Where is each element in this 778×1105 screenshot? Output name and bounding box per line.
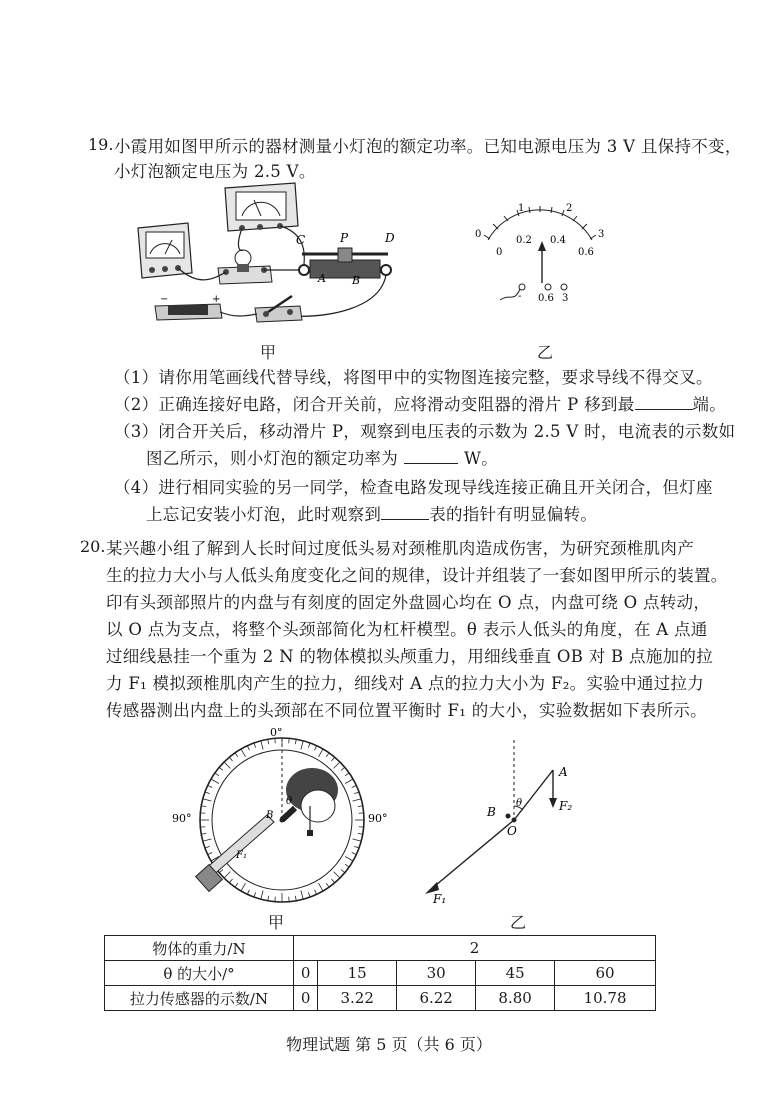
dial-tick [315,890,317,895]
q19-part3-line2 [146,445,498,469]
ammeter-scale-top-1: 1 [518,203,525,214]
dial-tick [205,846,210,848]
dial-tick [334,872,340,878]
q20-figure-jia-caption: 甲 [268,913,285,932]
dial-tick [345,779,353,784]
q19-figure-jia-caption: 甲 [260,343,277,362]
dial-tick [319,883,324,891]
dial-tick [203,799,212,801]
dial-tick [352,853,357,855]
q19-part2-text-b: 端。 [692,395,727,414]
rheostat-label-p: P [340,231,349,245]
dial-tick [301,741,303,750]
table-cell-label: θ 的大小/° [105,961,294,986]
q19-part4-line1: （4）进行相同实验的另一同学，检查电路发现导线连接正确且开关闭合，但灯座 [114,478,713,497]
q20-line-6: 力 F₁ 模拟颈椎肌肉产生的拉力，细线对 A 点的拉力大小为 F₂。实验中通过拉力 [106,674,705,693]
dial-tick [345,773,349,776]
q19-number: 19. [88,135,114,154]
ammeter-scale-bottom-2: 0.4 [550,235,566,246]
dial-tick [358,806,363,807]
dial-tick [308,743,310,748]
q19-part1: （1）请你用笔画线代替导线，将图甲中的实物图连接完整，要求导线不得交叉。 [114,368,713,387]
table-cell: 8.80 [476,986,555,1011]
q19-part4-text-b: 上忘记安装小灯泡，此时观察到 [146,505,382,524]
dial-tick [201,833,206,834]
q20-number: 20. [80,537,106,556]
rheostat-label-c: C [296,233,306,247]
switch [255,296,302,322]
table-cell: 45 [476,961,555,986]
lever-label-f2: F₂ [559,799,573,813]
dial-tick [301,891,303,900]
rheostat-label-b: B [352,274,361,287]
q20-line-5: 过细线悬挂一个重为 2 N 的物体模拟头颅重力，用细线垂直 OB 对 B 点施加的拉 [106,647,714,666]
dial-tick [235,883,238,887]
table-cell-label: 拉力传感器的示数/N [105,986,294,1011]
dial-tick [254,743,256,748]
dial-tick [241,749,246,757]
dial-tick [203,839,212,841]
ammeter-scale-bottom-3: 0.6 [578,247,594,258]
dial-tick [326,883,329,887]
dial-label-f1: F₁ [236,850,247,861]
dial-tick [352,785,357,787]
q20-line-3: 印有头颈部照片的内盘与有刻度的固定外盘圆心均在 O 点，内盘可绕 O 点转动， [106,593,711,612]
q19-part3-text-c: W。 [464,449,499,468]
dial-tick [215,773,219,776]
table-row [105,986,656,1011]
table-cell: 60 [555,961,656,986]
ammeter-scale-bottom-1: 0.2 [516,235,532,246]
lever-label-o: O [507,824,517,838]
q20-figure-yi-lever [415,740,605,910]
dial-tick [326,753,329,757]
dial-tick [208,853,213,855]
rheostat [299,248,391,278]
q19-part4-blank [381,505,429,520]
dial-label-top: 0° [270,728,283,739]
q19-part3-text-b: 图乙所示，则小灯泡的额定功率为 [146,449,398,468]
dial-label-theta: θ [286,796,293,807]
dial-tick [315,746,317,751]
q20-data-table [104,935,656,1011]
table-row [105,936,656,961]
q20-line-2: 生的拉力大小与人低头角度变化之间的规律，设计并组装了一套如图甲所示的装置。 [106,566,728,585]
dial-tick [229,757,232,761]
dial-tick [319,749,324,757]
q19-part4-text-c: 表的指针有明显偏转。 [429,505,598,524]
lever-label-f1: F₁ [433,892,447,906]
lever-label-b: B [487,805,496,819]
dial-tick [254,892,256,897]
ammeter-terminal-minus: - [518,291,522,302]
dial-tick [341,869,345,872]
dial-tick [354,846,359,848]
dial-tick [353,839,362,841]
dial-tick [295,739,296,744]
dial-tick [358,833,363,834]
lever-label-a: A [559,765,568,779]
q19-part3-line1: （3）闭合开关后，移动滑片 P，观察到电压表的示数为 2.5 V 时，电流表的示数如 [114,422,736,441]
table-cell: 2 [294,936,656,961]
lever-label-theta: θ [516,798,523,809]
dial-tick [354,792,359,794]
dial-tick [334,762,340,768]
voltmeter-device [225,183,298,231]
table-cell: 3.22 [318,986,397,1011]
q19-part4-line2 [146,501,597,525]
ammeter-terminal-3: 3 [562,293,569,304]
q20-line-7: 传感器测出内盘上的头颈部在不同位置平衡时 F₁ 的大小，实验数据如下表所示。 [106,701,707,720]
dial-tick [268,739,269,744]
dial-tick [308,892,310,897]
q19-figure-jia [130,178,430,338]
q20-line-4: 以 O 点为支点，将整个头颈部简化为杠杆模型。θ 表示人低头的角度，在 A 点通 [106,620,708,639]
dial-tick [224,872,230,878]
svg-text:−: − [160,294,169,305]
ammeter-device [138,223,192,278]
dial-tick [261,891,263,900]
battery [155,294,222,320]
page-footer: 物理试题 第 5 页（共 6 页） [286,1035,492,1054]
dial-tick [205,792,210,794]
ammeter-scale-top-3: 3 [598,229,605,240]
dial-tick [219,767,223,770]
table-cell: 10.78 [555,986,656,1011]
dial-tick [345,864,349,867]
rheostat-label-a: A [318,272,326,285]
dial-tick [247,890,249,895]
dial-label-right: 90° [368,812,388,825]
dial-tick [224,762,230,768]
q19-figure-yi-ammeter [470,195,620,310]
table-cell: 15 [318,961,397,986]
ammeter-scale-top-0: 0 [475,229,482,240]
dial-tick [345,857,353,862]
dial-tick [353,799,362,801]
table-row [105,961,656,986]
dial-tick [295,896,296,901]
rheostat-label-d: D [385,231,395,245]
table-cell: 0 [294,961,318,986]
dial-label-b: B [266,810,274,821]
ammeter-terminal-06: 0.6 [538,293,554,304]
q19-part3-blank [404,449,458,464]
dial-tick [331,757,334,761]
q19-part2 [114,391,726,415]
q20-figure-yi-caption: 乙 [510,913,527,932]
lamp-holder [218,250,272,284]
q19-intro-line1: 小霞用如图甲所示的器材测量小灯泡的额定功率。已知电源电压为 3 V 且保持不变， [114,137,742,156]
svg-text:+: + [212,294,221,305]
q19-figure-yi-caption: 乙 [537,343,554,362]
dial-tick [241,883,246,891]
dial-tick [261,741,263,750]
q20-line-1: 某兴趣小组了解到人长时间过度低头易对颈椎肌肉造成伤害，为研究颈椎肌肉产 [106,539,694,558]
dial-tick [235,753,238,757]
table-cell: 30 [397,961,476,986]
dial-tick [331,879,334,883]
ammeter-scale-bottom-0: 0 [496,247,503,258]
table-cell: 6.22 [397,986,476,1011]
dial-label-left: 90° [172,812,192,825]
dial-tick [268,896,269,901]
ammeter-scale-top-2: 2 [566,203,573,214]
q19-part2-blank [635,395,693,410]
dial-tick [201,806,206,807]
dial-tick [211,779,219,784]
q19-intro-line2: 小灯泡额定电压为 2.5 V。 [114,162,316,181]
dial-tick [247,746,249,751]
dial-tick [341,767,345,770]
dial-tick [208,785,213,787]
q20-figure-jia-dial [170,728,400,908]
q19-part2-text-a: （2）正确连接好电路，闭合开关前，应将滑动变阻器的滑片 P 移到最 [114,395,635,414]
table-cell: 0 [294,986,318,1011]
table-cell-label: 物体的重力/N [105,936,294,961]
dial-tick [229,879,232,883]
